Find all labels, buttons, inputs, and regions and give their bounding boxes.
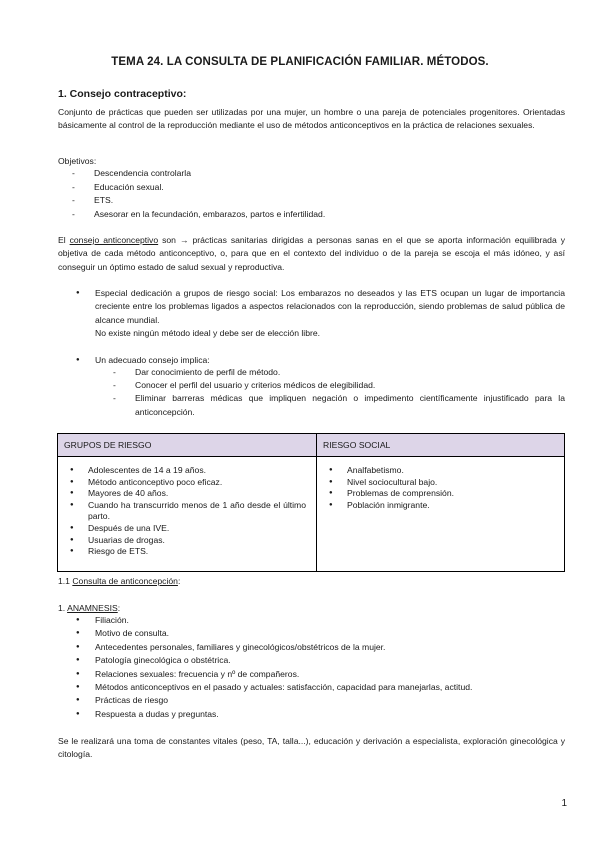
bullet1-text: Especial dedicación a grupos de riesgo social: Los embarazos no deseados y las ETS ocupan un lugar de importancia creciente entre los problemas ligados a aspectos relacionados con la reproducción, siendo problemas de salud pública de alcance mundial.	[95, 288, 565, 325]
social-list	[323, 465, 558, 511]
list-item: - ETS.	[72, 194, 552, 208]
consejo-term: consejo anticonceptivo	[69, 235, 159, 245]
list-item: ● Problemas de comprensión.	[323, 488, 558, 500]
consejo-paragraph	[58, 234, 565, 274]
consejo-pre: El	[58, 235, 70, 245]
consejo-implica-list	[113, 366, 565, 419]
anamnesis-suffix: :	[117, 603, 121, 613]
page-number: 1	[561, 798, 567, 809]
list-item: ● Nivel sociocultural bajo.	[323, 477, 558, 489]
list-item	[72, 287, 565, 341]
list-item: ● Filiación.	[72, 614, 565, 627]
anamnesis-label: ANAMNESIS	[67, 603, 118, 613]
table-cell-social	[317, 457, 565, 572]
sub-suffix: :	[177, 576, 181, 586]
consejo-post: son → prácticas sanitarias dirigidas a personas sanas en el que se aporta información equilibrada y objetiva de cada método anticonceptivo, o, para que en el contexto del individuo o de la pareja se escoja el más idóneo, y así conseguir un óptimo estado de salud sexual y reproductiva.	[58, 235, 566, 272]
list-item: ● Métodos anticonceptivos en el pasado y actuales: satisfacción, capacidad para manejarlas, actitud.	[72, 681, 565, 694]
sub-link: Consulta de anticoncepción	[72, 576, 178, 586]
document-title: TEMA 24. LA CONSULTA DE PLANIFICACIÓN FAMILIAR. MÉTODOS.	[111, 56, 489, 68]
risk-table	[57, 433, 565, 572]
section-heading: 1. Consejo contraceptivo:	[58, 88, 187, 100]
table-header-social: RIESGO SOCIAL	[317, 434, 565, 457]
anamnesis-prefix: 1.	[58, 603, 68, 613]
list-item: ● Analfabetismo.	[323, 465, 558, 477]
intro-paragraph: Conjunto de prácticas que pueden ser utilizadas por una mujer, un hombre o una pareja de potenciales progenitores. Orientadas básicamente al control de la reproducción mediante el uso de métodos anticonceptivos en la práctica de relaciones sexuales.	[58, 107, 565, 131]
list-item: - Conocer el perfil del usuario y criterios médicos de elegibilidad.	[113, 379, 565, 392]
list-item: ● Respuesta a dudas y preguntas.	[72, 708, 565, 721]
list-item: ● Motivo de consulta.	[72, 627, 565, 640]
list-item: ● Usuarias de drogas.	[64, 535, 306, 547]
list-item: ● Un adecuado consejo implica:	[72, 354, 565, 367]
objetivos-label: Objetivos:	[58, 156, 97, 166]
sub-prefix: 1.1	[58, 576, 73, 586]
list-item: ● Después de una IVE.	[64, 523, 306, 535]
list-item: - Dar conocimiento de perfil de método.	[113, 366, 565, 379]
bullet-list-1	[72, 287, 565, 341]
closing-paragraph: Se le realizará una toma de constantes vitales (peso, TA, talla...), educación y derivación a especialista, exploración ginecológica y citología.	[58, 736, 565, 760]
table-cell-grupos	[58, 457, 317, 572]
table-header-grupos: GRUPOS DE RIESGO	[58, 434, 317, 457]
list-item: ● Patología ginecológica o obstétrica.	[72, 654, 565, 667]
objetivos-list	[72, 167, 552, 221]
subsection-heading	[58, 575, 180, 588]
list-item: ● Relaciones sexuales: frecuencia y nº de compañeros.	[72, 668, 565, 681]
list-item: - Educación sexual.	[72, 181, 552, 195]
list-item: ● Cuando ha transcurrido menos de 1 año desde el último parto.	[64, 500, 306, 523]
anamnesis-list	[72, 614, 565, 721]
list-item: ● Método anticonceptivo poco eficaz.	[64, 477, 306, 489]
list-item: ● Mayores de 40 años.	[64, 488, 306, 500]
list-item: - Descendencia controlarla	[72, 167, 552, 181]
list-item: ● Riesgo de ETS.	[64, 546, 306, 558]
list-item: ● Adolescentes de 14 a 19 años.	[64, 465, 306, 477]
list-item: ● Prácticas de riesgo	[72, 694, 565, 707]
list-item: ● Antecedentes personales, familiares y ginecológicos/obstétricos de la mujer.	[72, 641, 565, 654]
bullet1-extra: No existe ningún método ideal y debe ser de elección libre.	[95, 328, 321, 339]
list-item: - Asesorar en la fecundación, embarazos, partos e infertilidad.	[72, 208, 552, 222]
list-item: ● Población inmigrante.	[323, 500, 558, 512]
grupos-list	[64, 465, 306, 558]
list-item: - Eliminar barreras médicas que impliquen negación o impedimento científicamente injustificado para la anticoncepción.	[113, 392, 565, 418]
